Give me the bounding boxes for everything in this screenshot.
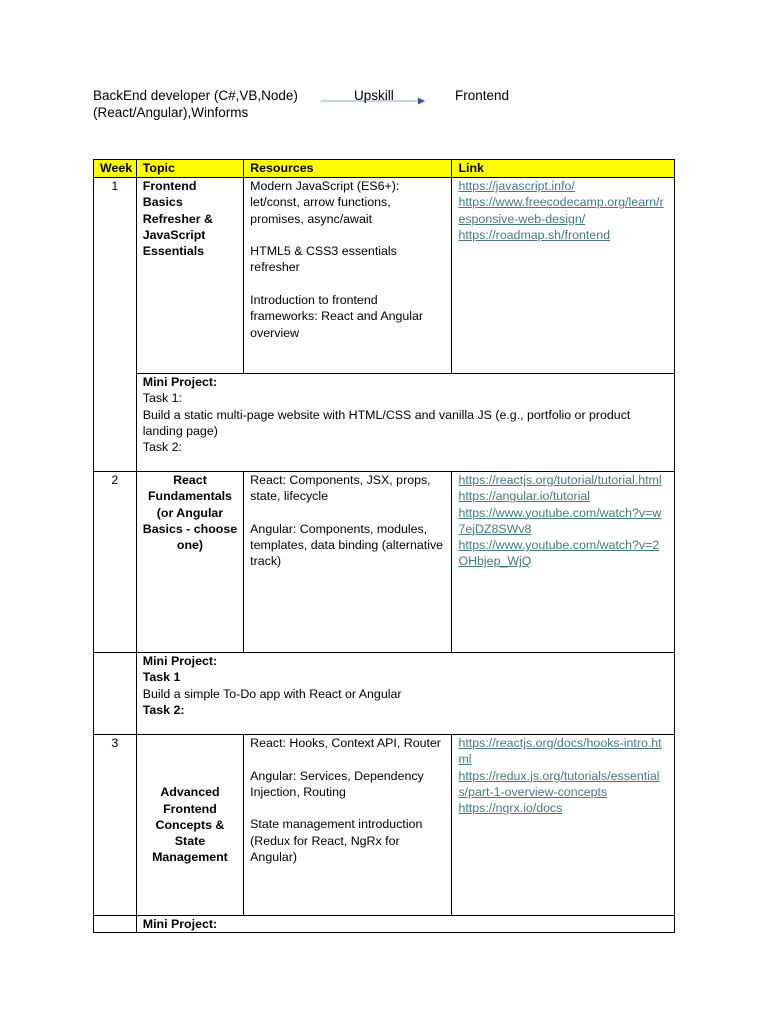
resource-link[interactable]: https://www.youtube.com/watch?v=2OHbjep_WjQ [458, 538, 660, 569]
resource-item: Angular: Components, modules, templates, data binding (alternative track) [250, 521, 444, 569]
mini-project-cell [136, 374, 674, 472]
resource-item: Angular: Services, Dependency Injection, Routing [250, 768, 424, 799]
mini-project-title: Mini Project: [142, 654, 218, 668]
links-cell [452, 178, 675, 374]
from-role: BackEnd developer (C#,VB,Node) [93, 88, 298, 103]
resource-item: Introduction to frontend frameworks: React and Angular overview [250, 293, 424, 340]
week-number: 1 [94, 178, 137, 472]
resources-cell [244, 472, 452, 653]
resource-link[interactable]: https://ngrx.io/docs [458, 801, 563, 816]
week-number: 3 [94, 735, 137, 916]
learning-plan-table [93, 159, 675, 933]
resource-item: HTML5 & CSS3 essentials refresher [250, 244, 397, 275]
task-2-label: Task 2: [142, 702, 185, 717]
resource-item: Modern JavaScript (ES6+): let/const, arrow functions, promises, async/await [250, 179, 400, 226]
week-2-row [94, 472, 675, 653]
resource-link[interactable]: https://www.freecodecamp.org/learn/responsive-web-design/ [458, 195, 664, 226]
week-3-mini-project-row [94, 916, 675, 933]
links-cell [452, 735, 675, 916]
resource-item: React: Hooks, Context API, Router [250, 736, 441, 750]
mini-project-title: Mini Project: [142, 375, 218, 389]
links-cell [452, 472, 675, 653]
empty-week-cell [94, 653, 137, 735]
resource-link[interactable]: https://reactjs.org/tutorial/tutorial.html [458, 473, 662, 487]
mini-project-title: Mini Project: [142, 917, 218, 931]
topic-cell: Frontend Basics Refresher & JavaScript Essentials [136, 178, 243, 374]
task-1-text: Build a simple To-Do app with React or Angular [142, 686, 402, 701]
table-header-row [94, 160, 675, 178]
resources-cell [244, 735, 452, 916]
week-3-row [94, 735, 675, 916]
empty-week-cell [94, 916, 137, 933]
resource-link[interactable]: https://javascript.info/ [458, 179, 575, 193]
target-role: Frontend [455, 88, 510, 103]
week-2-mini-project-row [94, 653, 675, 735]
mini-project-cell [136, 916, 674, 933]
task-1-label: Task 1 [142, 670, 181, 685]
resource-link[interactable]: https://redux.js.org/tutorials/essentials/part-1-overview-concepts [458, 768, 660, 799]
header-resources: Resources [244, 160, 452, 178]
task-1-text: Build a static multi-page website with HTML/CSS and vanilla JS (e.g., portfolio or product landing page) [142, 407, 631, 438]
header-week: Week [94, 160, 137, 178]
header-topic: Topic [136, 160, 243, 178]
mini-project-cell [136, 653, 674, 735]
topic-cell: Advanced Frontend Concepts & State Management [136, 735, 243, 916]
resource-item: React: Components, JSX, props, state, lifecycle [250, 473, 431, 504]
header-link: Link [452, 160, 675, 178]
target-detail: (React/Angular),Winforms [93, 105, 249, 120]
week-1-row [94, 178, 675, 374]
resource-link[interactable]: https://www.youtube.com/watch?v=w7ejDZ8SWv8 [458, 505, 662, 536]
task-1-label: Task 1: [142, 391, 183, 406]
week-1-mini-project-row [94, 374, 675, 472]
page-header [93, 87, 693, 121]
topic-cell: React Fundamentals (or Angular Basics - choose one) [136, 472, 243, 653]
upskill-label: Upskill [354, 88, 394, 103]
task-2-label: Task 2: [142, 440, 183, 455]
resource-link[interactable]: https://reactjs.org/docs/hooks-intro.html [458, 736, 662, 767]
resource-item: State management introduction (Redux for React, NgRx for Angular) [250, 817, 423, 865]
resource-link[interactable]: https://roadmap.sh/frontend [458, 227, 610, 242]
week-number: 2 [94, 472, 137, 653]
resource-link[interactable]: https://angular.io/tutorial [458, 489, 591, 504]
resources-cell [244, 178, 452, 374]
